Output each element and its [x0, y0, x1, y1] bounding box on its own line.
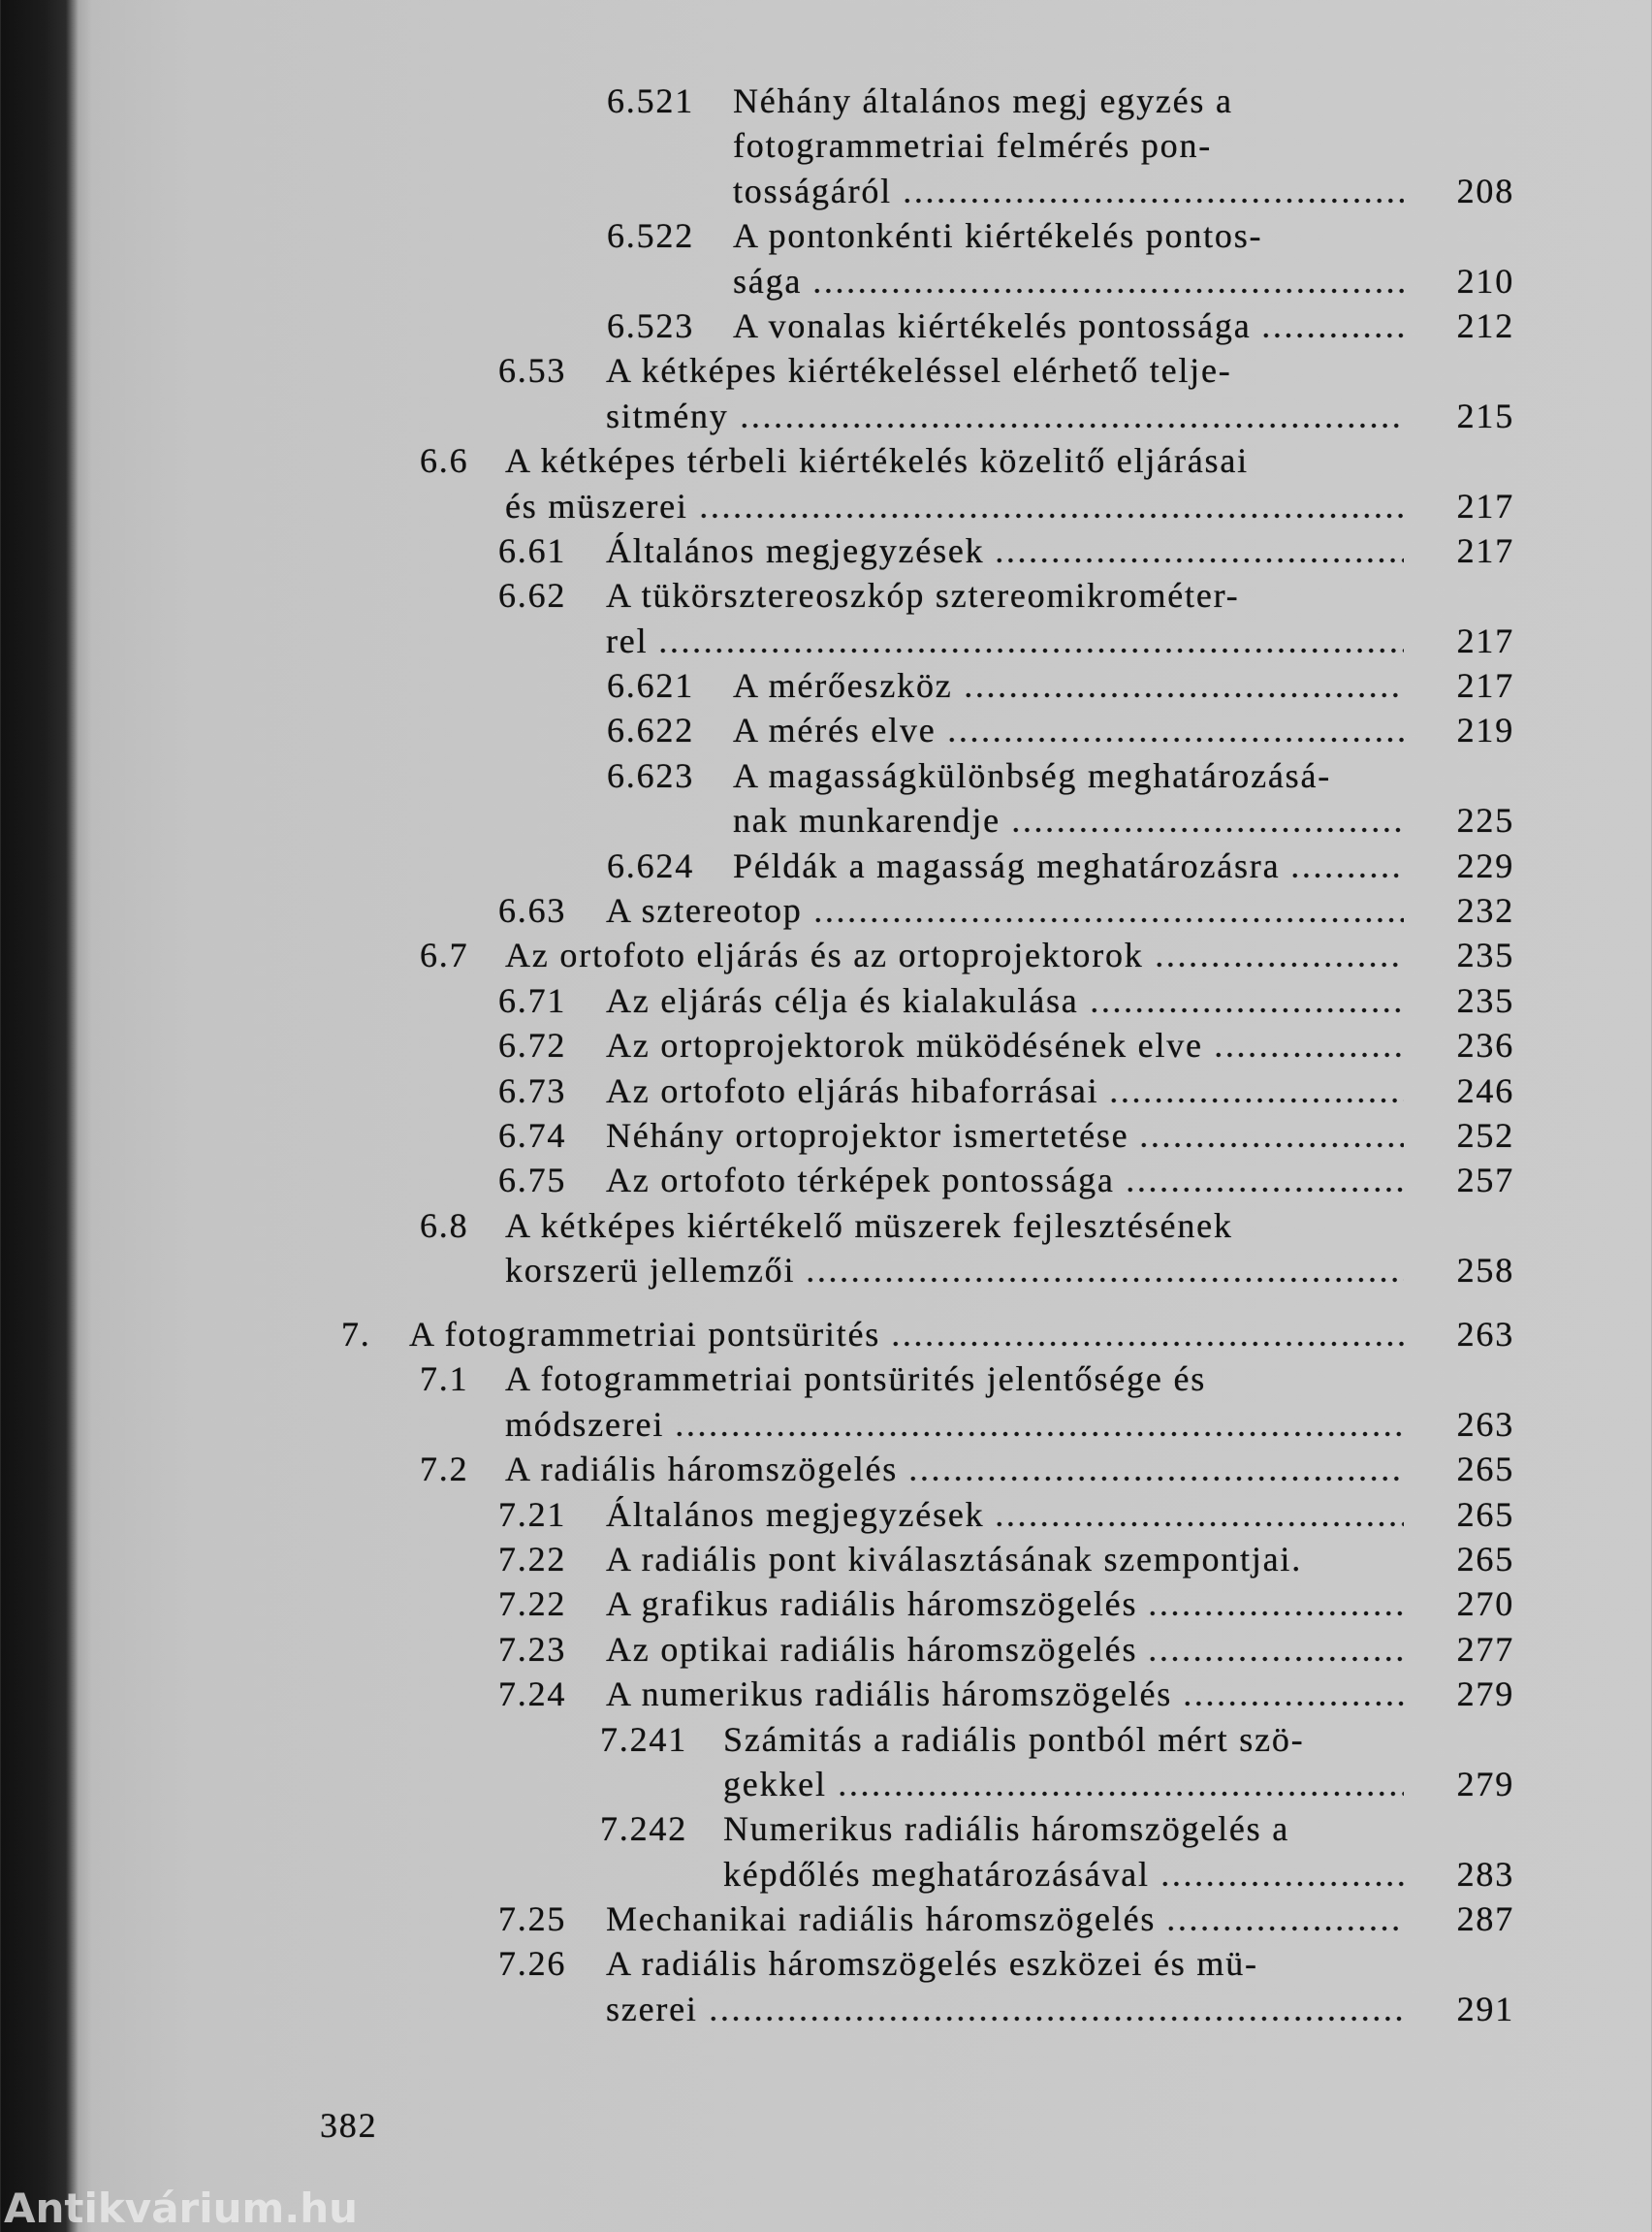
toc-entry: [0, 888, 1652, 933]
toc-entry: [0, 1897, 1652, 1941]
toc-entry-title: A mérés elve: [733, 711, 937, 750]
toc-entry-number: 7.241: [600, 1719, 687, 1759]
toc-entry: [0, 213, 1652, 303]
toc-entry-number: 6.73: [498, 1070, 567, 1110]
toc-entry-title-line: [606, 1023, 1404, 1068]
dot-leader: [739, 394, 1404, 438]
toc-entry-title: A numerikus radiális háromszögelés: [606, 1674, 1173, 1714]
toc-entry-title-line: [606, 978, 1404, 1023]
toc-entry-title-line: [505, 1447, 1404, 1491]
toc-section-7: [0, 1312, 1652, 2031]
toc-entry-page: 246: [1456, 1070, 1514, 1110]
toc-entry-number: 6.63: [498, 891, 567, 931]
toc-entry: [0, 978, 1652, 1023]
toc-entry-title: nak munkarendje: [733, 801, 1001, 841]
toc-entry-title: Mechanikai radiális háromszögelés: [606, 1899, 1157, 1939]
dot-leader: [1213, 1023, 1404, 1068]
toc-entry: [0, 438, 1652, 528]
toc-entry-title: módszerei: [505, 1404, 665, 1444]
toc-entry-title-line: [606, 619, 1404, 663]
toc-entry-number: 6.62: [498, 576, 567, 616]
dot-leader: [946, 708, 1404, 752]
dot-leader: [811, 259, 1404, 303]
toc-entry: [0, 1941, 1652, 2031]
dot-leader: [837, 1762, 1404, 1806]
toc-entry-title: A pontonkénti kiértékelés pontos-: [733, 216, 1263, 256]
toc-entry: [0, 528, 1652, 573]
toc-entry: [0, 348, 1652, 438]
toc-entry: [0, 573, 1652, 663]
toc-entry-title: A radiális pont kiválasztásának szempontjai.: [606, 1539, 1303, 1578]
dot-leader: [1147, 1581, 1404, 1626]
dot-leader: [1182, 1672, 1404, 1716]
toc-entry: [0, 663, 1652, 708]
toc-entry-number: 7.24: [498, 1674, 567, 1714]
toc-entry-page: 263: [1456, 1404, 1514, 1444]
toc-entry-title: A tükörsztereoszkóp sztereomikrométer-: [606, 576, 1240, 616]
toc-entry-number: 7.22: [498, 1584, 567, 1624]
toc-entry-page: 279: [1456, 1674, 1514, 1714]
toc-entry: [0, 1023, 1652, 1068]
toc-entry-title: A grafikus radiális háromszögelés: [606, 1584, 1138, 1624]
toc-entry-title-line: [606, 1897, 1404, 1941]
toc-entry-page: 277: [1456, 1629, 1514, 1669]
toc-entry: [0, 933, 1652, 977]
toc-entry-number: 6.7: [420, 936, 469, 975]
dot-leader: [1147, 1627, 1404, 1672]
dot-leader: [1010, 798, 1404, 843]
toc-entry-page: 257: [1456, 1161, 1514, 1200]
toc-entry-title-line: [606, 528, 1404, 573]
toc-entry: [0, 1806, 1652, 1897]
toc-entry-page: 215: [1456, 396, 1514, 435]
toc-entry-title-line: [505, 484, 1404, 528]
toc-entry: [0, 708, 1652, 752]
dot-leader: [994, 528, 1404, 573]
toc-entry-number: 7.2: [420, 1450, 469, 1489]
toc-entry-title: Numerikus radiális háromszögelés a: [723, 1809, 1290, 1849]
toc-entry-title: tosságáról: [733, 171, 892, 210]
toc-entry-number: 7.: [341, 1315, 371, 1354]
toc-entry-title-line: [505, 1248, 1404, 1292]
dot-leader: [708, 1987, 1404, 2031]
toc-entry-title-line: [606, 1672, 1404, 1716]
dot-leader: [1138, 1113, 1404, 1158]
toc-entry-page: 217: [1456, 621, 1514, 660]
toc-entry-number: 6.61: [498, 530, 567, 570]
dot-leader: [1260, 303, 1404, 348]
toc-entry-number: 7.1: [420, 1359, 469, 1399]
toc-entry-title-line: [606, 1537, 1404, 1581]
toc-entry-title-line: [409, 1312, 1404, 1356]
toc-entry-page: 263: [1456, 1315, 1514, 1354]
toc-entry: [0, 1537, 1652, 1581]
toc-entry: [0, 1113, 1652, 1158]
toc-entry-number: 7.21: [498, 1494, 567, 1534]
toc-entry-title: korszerü jellemzői: [505, 1251, 796, 1291]
toc-entry-title-line: [733, 303, 1404, 348]
toc-entry-title: Példák a magasság meghatározásra: [733, 845, 1281, 885]
dot-leader: [1125, 1158, 1404, 1202]
toc-section-6: [0, 79, 1652, 1293]
toc-entry-page: 270: [1456, 1584, 1514, 1624]
toc-entry-title: szerei: [606, 1989, 698, 2028]
toc-entry-page: 229: [1456, 845, 1514, 885]
toc-entry-title-line: [606, 888, 1404, 933]
toc-entry-title: Az ortofoto térképek pontossága: [606, 1161, 1115, 1200]
toc-entry-number: 6.522: [607, 216, 694, 256]
toc-entry-page: 208: [1456, 171, 1514, 210]
toc-entry-page: 258: [1456, 1251, 1514, 1291]
dot-leader: [805, 1248, 1404, 1292]
toc-entry-title: A kétképes térbeli kiértékelés közelitő eljárásai: [505, 441, 1249, 481]
toc-entry-title-line: [606, 1068, 1404, 1113]
toc-entry-page: 235: [1456, 936, 1514, 975]
toc-entry-number: 6.523: [607, 305, 694, 345]
dot-leader: [1089, 978, 1404, 1023]
dot-leader: [812, 888, 1404, 933]
toc-entry-page: 225: [1456, 801, 1514, 841]
toc-entry-title-line: [606, 394, 1404, 438]
toc-entry-title-line: [606, 1113, 1404, 1158]
toc-entry-page: 265: [1456, 1539, 1514, 1578]
toc-entry-title: A sztereotop: [606, 891, 803, 931]
toc-entry-page: 236: [1456, 1026, 1514, 1066]
dot-leader: [698, 484, 1404, 528]
dot-leader: [994, 1492, 1404, 1537]
toc-entry: [0, 1356, 1652, 1447]
watermark-text: Antikvárium.hu: [4, 2184, 359, 2232]
toc-entry-page: 219: [1456, 711, 1514, 750]
dot-leader: [963, 663, 1404, 708]
toc-entry-number: 7.22: [498, 1539, 567, 1578]
page-number: 382: [320, 2106, 378, 2145]
toc-entry-page: 279: [1456, 1764, 1514, 1803]
toc-entry: [0, 1581, 1652, 1626]
toc-entry-number: 6.53: [498, 351, 567, 391]
toc-entry-title: Az optikai radiális háromszögelés: [606, 1629, 1138, 1669]
toc-entry-title-line: [505, 933, 1404, 977]
toc-entry-title: Általános megjegyzések: [606, 530, 985, 570]
toc-entry-title: Néhány ortoprojektor ismertetése: [606, 1115, 1129, 1155]
dot-leader: [890, 1312, 1404, 1356]
toc-entry-number: 6.622: [607, 711, 694, 750]
dot-leader: [1108, 1068, 1404, 1113]
toc-chapter-entry: [0, 1312, 1652, 1356]
toc-entry: [0, 1158, 1652, 1202]
toc-entry-title: Néhány általános megj egyzés a: [733, 81, 1233, 120]
toc-entry-title: Általános megjegyzések: [606, 1494, 985, 1534]
toc-entry-title-line: [606, 1492, 1404, 1537]
toc-entry-number: 6.624: [607, 845, 694, 885]
toc-entry-title: A fotogrammetriai pontsürités jelentősége és: [505, 1359, 1207, 1399]
toc-entry-page: 291: [1456, 1989, 1514, 2028]
watermark: [0, 2184, 407, 2232]
toc-entry-title-line: [606, 1627, 1404, 1672]
toc-entry-title: A magasságkülönbség meghatározásá-: [733, 755, 1332, 795]
toc-entry-title: fotogrammetriai felmérés pon-: [733, 126, 1213, 166]
toc-entry-title-line: [505, 1402, 1404, 1447]
toc-entry-number: 7.26: [498, 1944, 567, 1984]
toc-entry: [0, 1492, 1652, 1537]
toc-entry-title-line: [606, 1158, 1404, 1202]
toc-entry-title: sága: [733, 261, 803, 301]
toc-entry-page: 283: [1456, 1854, 1514, 1894]
toc-entry-title: A kétképes kiértékeléssel elérhető telje-: [606, 351, 1232, 391]
toc-entry-title-line: [733, 169, 1404, 213]
dot-leader: [1165, 1897, 1404, 1941]
toc-entry-number: 6.72: [498, 1026, 567, 1066]
toc-entry-page: 287: [1456, 1899, 1514, 1939]
toc-entry-page: 265: [1456, 1494, 1514, 1534]
toc-entry-number: 7.23: [498, 1629, 567, 1669]
dot-leader: [674, 1402, 1404, 1447]
toc-entry: [0, 79, 1652, 213]
toc-entry-title: A radiális háromszögelés: [505, 1450, 899, 1489]
dot-leader: [907, 1447, 1404, 1491]
toc-entry-title: gekkel: [723, 1764, 827, 1803]
toc-entry-title: A radiális háromszögelés eszközei és mü-: [606, 1944, 1258, 1984]
toc-entry-title: és müszerei: [505, 486, 688, 526]
toc-entry-title-line: [606, 1581, 1404, 1626]
toc-entry-title: Az ortoprojektorok müködésének elve: [606, 1026, 1203, 1066]
toc-entry-page: 212: [1456, 305, 1514, 345]
toc-entry-title-line: [733, 259, 1404, 303]
toc-entry: [0, 1447, 1652, 1491]
toc-entry-title: A kétképes kiértékelő müszerek fejlesztésének: [505, 1205, 1233, 1245]
toc-entry-title: rel: [606, 621, 649, 660]
toc-entry: [0, 753, 1652, 844]
toc-entry: [0, 1068, 1652, 1113]
toc-entry: [0, 844, 1652, 888]
toc-entry: [0, 303, 1652, 348]
toc-entry-page: 217: [1456, 666, 1514, 706]
toc-entry-title: képdőlés meghatározásával: [723, 1854, 1150, 1894]
toc-entry-title-line: [733, 798, 1404, 843]
toc-entry-title: Számitás a radiális pontból mért szö-: [723, 1719, 1305, 1759]
toc-entry-title-line: [606, 1987, 1404, 2031]
toc-entry-title-line: [733, 708, 1404, 752]
toc-entry-title-line: [723, 1852, 1404, 1897]
dot-leader: [1289, 844, 1404, 888]
toc-entry-number: 6.521: [607, 81, 694, 120]
toc-entry-page: 235: [1456, 980, 1514, 1020]
toc-entry-number: 6.74: [498, 1115, 567, 1155]
toc-entry: [0, 1672, 1652, 1716]
toc-entry-number: 7.25: [498, 1899, 567, 1939]
toc-entry-title: A mérőeszköz: [733, 666, 953, 706]
toc-entry-number: 6.8: [420, 1205, 469, 1245]
toc-entry-title: Az ortofoto eljárás és az ortoprojektorok: [505, 936, 1144, 975]
dot-leader: [1160, 1852, 1404, 1897]
toc-entry-number: 6.71: [498, 980, 567, 1020]
toc-entry-title-line: [723, 1762, 1404, 1806]
toc-entry-page: 252: [1456, 1115, 1514, 1155]
toc-entry-number: 7.242: [600, 1809, 687, 1849]
dot-leader: [657, 619, 1404, 663]
toc-entry-page: 217: [1456, 530, 1514, 570]
toc-entry-number: 6.621: [607, 666, 694, 706]
toc-entry: [0, 1627, 1652, 1672]
toc-entry-number: 6.6: [420, 441, 469, 481]
toc-entry-number: 6.623: [607, 755, 694, 795]
toc-entry: [0, 1717, 1652, 1807]
dot-leader: [902, 169, 1404, 213]
toc-entry-title-line: [733, 663, 1404, 708]
toc-entry-title: Az eljárás célja és kialakulása: [606, 980, 1079, 1020]
toc-entry-title: Az ortofoto eljárás hibaforrásai: [606, 1070, 1099, 1110]
dot-leader: [1154, 933, 1404, 977]
toc-entry-number: 6.75: [498, 1161, 567, 1200]
toc-entry-page: 265: [1456, 1450, 1514, 1489]
toc-entry-page: 217: [1456, 486, 1514, 526]
toc-entry: [0, 1203, 1652, 1293]
toc-entry-title-line: [733, 844, 1404, 888]
toc-entry-title: A fotogrammetriai pontsürités: [409, 1315, 881, 1354]
toc-entry-page: 210: [1456, 261, 1514, 301]
toc-entry-title: A vonalas kiértékelés pontossága: [733, 305, 1252, 345]
toc-entry-title: sitmény: [606, 396, 729, 435]
toc-entry-page: 232: [1456, 891, 1514, 931]
